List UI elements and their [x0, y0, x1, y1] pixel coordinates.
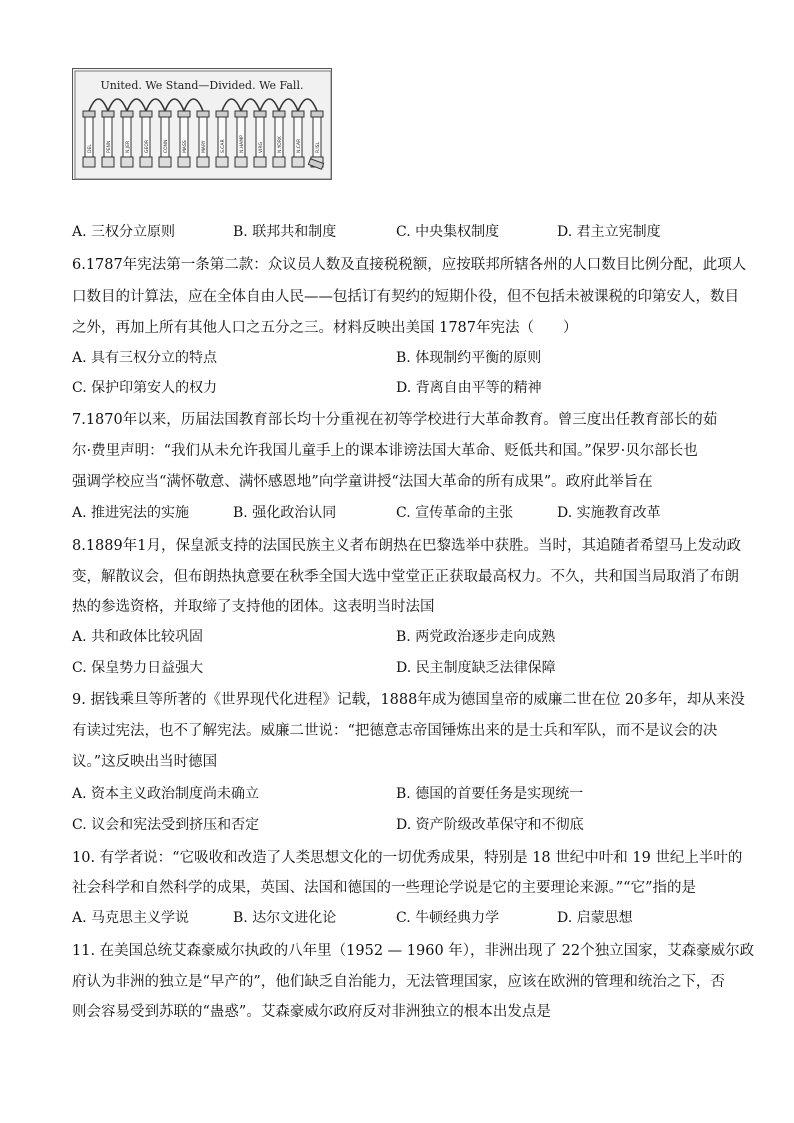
q7-option-b[interactable]: B. 强化政治认同 [233, 505, 337, 521]
q8-line-1: 8.1889年1月，保皇派支持的法国民族主义者布朗热在巴黎选举中获胜。当时，其追随者希望马上发动政 [72, 538, 741, 554]
q8-line-3: 热的参选资格，并取缔了支持他的团体。这表明当时法国 [72, 599, 435, 615]
q10-option-c[interactable]: C. 牛顿经典力学 [396, 910, 500, 926]
arch-column [83, 111, 95, 167]
q10-line-2: 社会科学和自然科学的成果，英国、法国和德国的一些理论学说是它的主要理论来源。”“它”指的是 [72, 880, 696, 896]
q9-option-c[interactable]: C. 议会和宪法受到挤压和否定 [72, 817, 260, 833]
arch-column [216, 111, 228, 167]
q6-option-c[interactable]: C. 保护印第安人的权力 [72, 380, 218, 396]
arch-column [311, 111, 323, 167]
column-state-label: PENN [107, 140, 112, 153]
column-state-label: N.JER [126, 140, 131, 153]
column-state-label: R.ISL [316, 141, 321, 153]
column-state-label: MASS [183, 140, 188, 153]
q7-line-3: 强调学校应当“满怀敬意、满怀感恩地”向学童讲授“法国大革命的所有成果”。政府此举旨在 [72, 474, 653, 490]
q10-option-a[interactable]: A. 马克思主义学说 [72, 910, 190, 926]
q6-option-a[interactable]: A. 具有三权分立的特点 [72, 350, 218, 366]
q7-option-d[interactable]: D. 实施教育改革 [557, 505, 661, 521]
arch-column [254, 111, 266, 167]
q9-line-2: 有读过宪法，也不了解宪法。威廉二世说：“把德意志帝国锤炼出来的是士兵和军队，而不是议会的决 [72, 723, 718, 739]
arch-column [121, 111, 133, 167]
q5-option-c[interactable]: C. 中央集权制度 [396, 224, 500, 240]
q10-option-b[interactable]: B. 达尔文进化论 [233, 910, 337, 926]
q5-option-a[interactable]: A. 三权分立原则 [72, 224, 176, 240]
q10-line-1: 10. 有学者说：“它吸收和改造了人类思想文化的一切优秀成果，特别是 18 世纪中叶和 19 世纪上半叶的 [72, 850, 743, 866]
q5-option-d[interactable]: D. 君主立宪制度 [557, 224, 661, 240]
arch-column [197, 111, 209, 167]
q8-option-b[interactable]: B. 两党政治逐步走向成熟 [396, 629, 556, 645]
column-state-label: N.CAR [297, 138, 302, 153]
q5-option-b[interactable]: B. 联邦共和制度 [233, 224, 337, 240]
column-state-label: GEOR [145, 140, 150, 153]
q6-line-3: 之外，再加上所有其他人口之五分之三。材料反映出美国 1787年宪法（ ） [72, 320, 578, 336]
q8-line-2: 变，解散议会，但布朗热执意要在秋季全国大选中堂堂正正获取最高权力。不久，共和国当局取消了布朗 [72, 569, 739, 585]
q8-option-c[interactable]: C. 保皇势力日益强大 [72, 660, 204, 676]
q9-line-1: 9. 据钱乘旦等所著的《世界现代化进程》记载，1888年成为德国皇帝的威廉二世在位 20多年，却从来没 [72, 692, 745, 708]
arch-column [159, 111, 171, 167]
arch-column [140, 111, 152, 167]
q9-option-d[interactable]: D. 资产阶级改革保守和不彻底 [396, 817, 584, 833]
q9-line-3: 议。”这反映出当时德国 [72, 754, 218, 770]
q9-option-a[interactable]: A. 资本主义政治制度尚未确立 [72, 786, 260, 802]
q11-line-3: 则会容易受到苏联的“蛊惑”。艾森豪威尔政府反对非洲独立的根本出发点是 [72, 1004, 551, 1020]
q8-option-d[interactable]: D. 民主制度缺乏法律保障 [396, 660, 556, 676]
q6-option-d[interactable]: D. 背离自由平等的精神 [396, 380, 542, 396]
q7-option-a[interactable]: A. 推进宪法的实施 [72, 505, 190, 521]
column-state-label: CONN [164, 139, 169, 153]
column-state-label: DEL [88, 144, 93, 153]
column-state-label: N.HAMP [240, 135, 245, 153]
column-state-label: MARY [202, 140, 207, 153]
q6-line-1: 6.1787年宪法第一条第二款：众议员人数及直接税税额，应按联邦所辖各州的人口数目比例分配，此项人 [72, 257, 747, 273]
arch-column [178, 111, 190, 167]
q7-line-1: 7.1870年以来，历届法国教育部长均十分重视在初等学校进行大革命教育。曾三度出任教育部长的茹 [72, 412, 718, 428]
q8-option-a[interactable]: A. 共和政体比较巩固 [72, 629, 204, 645]
q11-line-2: 府认为非洲的独立是“早产的”，他们缺乏自治能力，无法管理国家，应该在欧洲的管理和统治之下，否 [72, 974, 725, 990]
q10-option-d[interactable]: D. 启蒙思想 [557, 910, 633, 926]
cartoon-figure [72, 68, 332, 180]
q7-option-c[interactable]: C. 宣传革命的主张 [396, 505, 514, 521]
q9-option-b[interactable]: B. 德国的首要任务是实现统一 [396, 786, 584, 802]
arch-column [235, 111, 247, 167]
arch-column [273, 111, 285, 167]
column-state-label: S.CAR [221, 139, 226, 153]
q6-line-2: 口数目的计算法，应在全体自由人民——包括订有契约的短期仆役，但不包括未被课税的印第安人，数目 [72, 289, 739, 305]
q11-line-1: 11. 在美国总统艾森豪威尔执政的八年里（1952 — 1960 年），非洲出现了 22个独立国家，艾森豪威尔政 [72, 943, 755, 959]
q6-option-b[interactable]: B. 体现制约平衡的原则 [396, 350, 542, 366]
figure-banner: United. We Stand—Divided. We Fall. [100, 79, 304, 92]
q7-line-2: 尔·费里声明：“我们从未允许我国儿童手上的课本诽谤法国大革命、贬低共和国。”保罗·贝尔部长也 [72, 443, 698, 459]
column-state-label: VIRG [259, 141, 264, 153]
arch-column [102, 111, 114, 167]
arch-column [292, 111, 304, 167]
column-state-label: N.YORK [278, 136, 283, 153]
